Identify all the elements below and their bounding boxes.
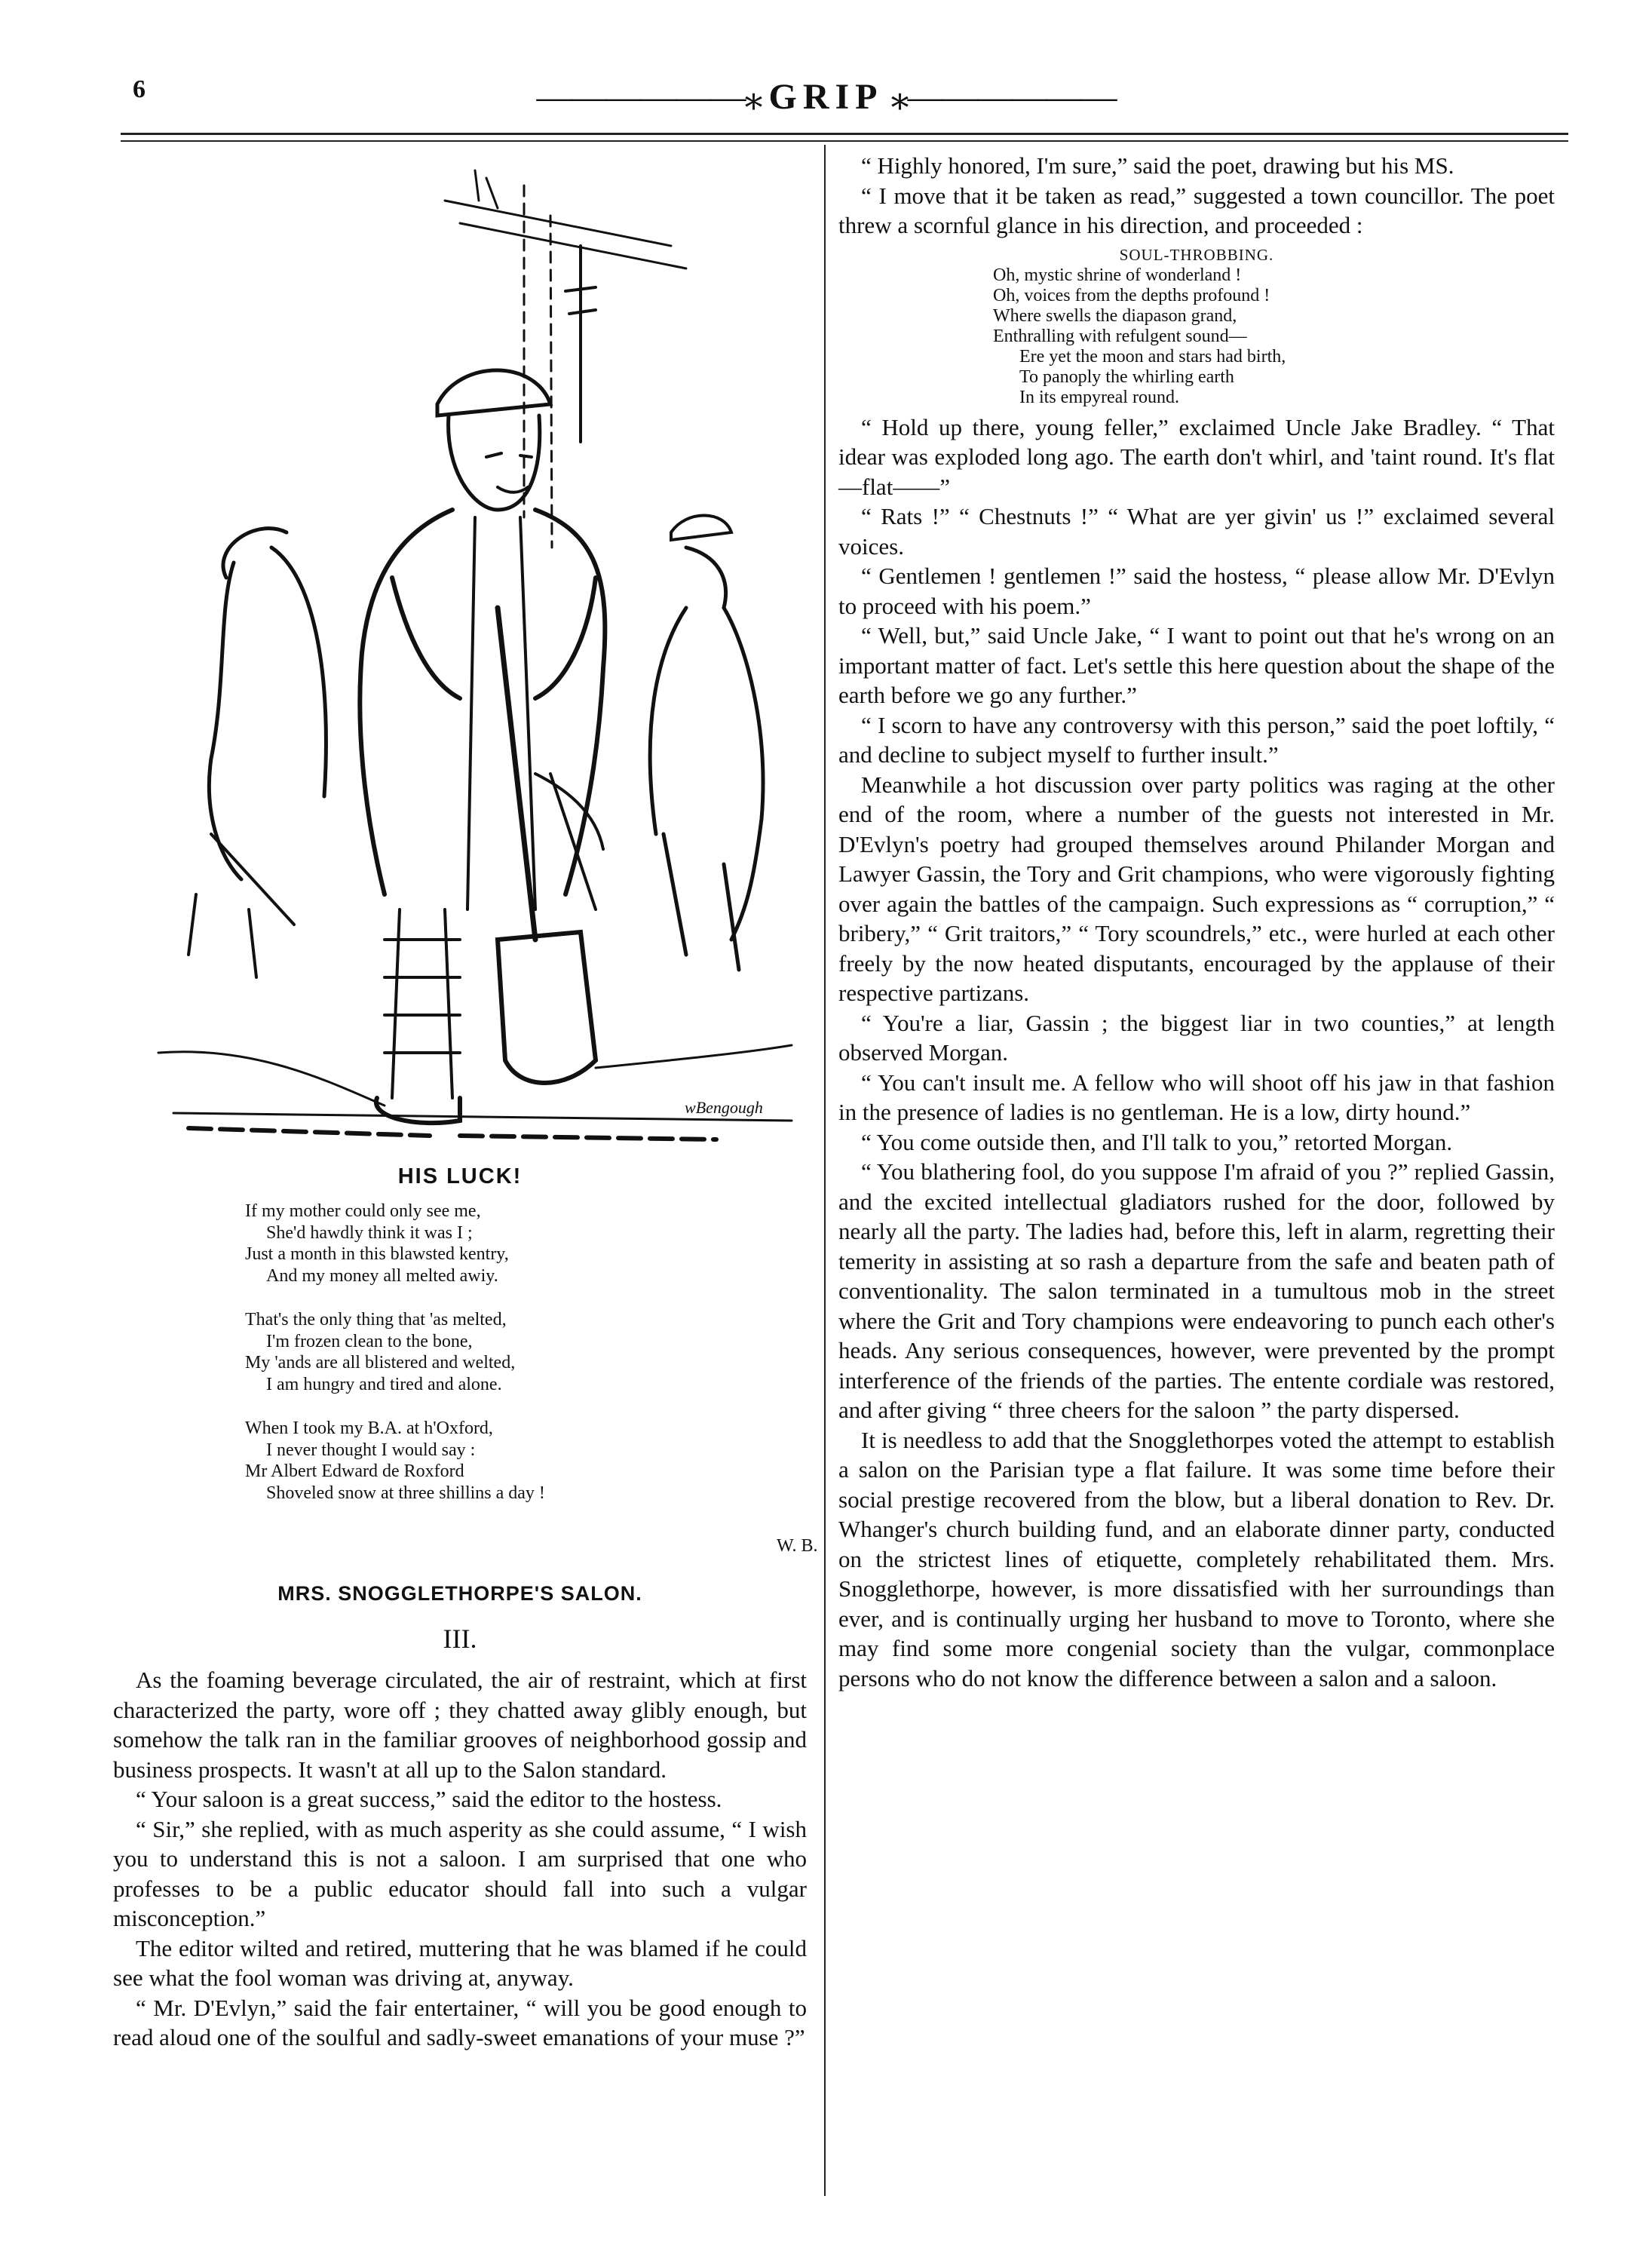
- paragraph: “ Gentlemen ! gentlemen !” said the hostess, “ please allow Mr. D'Evlyn to proceed with his poem.”: [838, 563, 1555, 619]
- paragraph: “ I scorn to have any controversy with this person,” said the poet loftily, “ and decline to subject myself to further insult.”: [838, 711, 1555, 768]
- inner-poem-title: SOUL-THROBBING.: [1119, 245, 1274, 264]
- paragraph: “ Your saloon is a great success,” said the editor to the hostess.: [136, 1786, 722, 1812]
- page-number: 6: [133, 75, 146, 103]
- poem-line: And my money all melted awiy.: [266, 1265, 498, 1286]
- article-left-body: [113, 1665, 807, 2053]
- paragraph: “ You're a liar, Gassin ; the biggest liar in two counties,” at length observed Morgan.: [838, 1009, 1555, 1066]
- inner-poem-line: Ere yet the moon and stars had birth,: [1019, 346, 1286, 366]
- inner-poem-line: Enthralling with refulgent sound—: [993, 326, 1247, 346]
- paragraph: “ I move that it be taken as read,” suggested a town councillor. The poet threw a scornful glance in his direction, and proceeded :: [838, 182, 1555, 238]
- paragraph: It is needless to add that the Snogglethorpes voted the attempt to establish a salon on the Parisian type a flat failure. It was some time before their social prestige recovered from the blow, but a liberal donation to Rev. Dr. Whanger's church building fund, and an elaborate dinner party, conducted on the strictest lines of etiquette, completely rehabilitated them. Mrs. Snogglethorpe, however, is more dissatisfied with her surroundings than ever, and is continually urging her husband to move to Toronto, where she may find some more congenial society than the vulgar, commonplace persons who do not know the difference between a salon and a saloon.: [838, 1426, 1555, 1691]
- paragraph: “ Highly honored, I'm sure,” said the poet, drawing but his MS.: [861, 152, 1454, 179]
- poem-line: I am hungry and tired and alone.: [266, 1374, 502, 1394]
- poem-line: If my mother could only see me,: [245, 1201, 481, 1221]
- poem-line: She'd hawdly think it was I ;: [266, 1222, 473, 1243]
- illustration-signature: wBengough: [685, 1098, 763, 1117]
- poem-his-luck: [245, 1201, 773, 1504]
- poem-line: That's the only thing that 'as melted,: [245, 1310, 507, 1330]
- paragraph: As the foaming beverage circulated, the air of restraint, which at first characterized the party, wore off ; they chatted away glibly enough, but somehow the talk ran in the familiar grooves of neighborhood gossip and business prospects. It wasn't at all up to the Salon standard.: [113, 1667, 807, 1783]
- paragraph: “ Well, but,” said Uncle Jake, “ I want to point out that he's wrong on an important matter of fact. Let's settle this here question about the shape of the earth before we go any further.”: [838, 622, 1555, 708]
- paragraph: “ Hold up there, young feller,” exclaimed Uncle Jake Bradley. “ That idear was exploded long ago. The earth don't whirl, and 'taint round. It's flat—flat——”: [838, 413, 1555, 500]
- paragraph: “ Sir,” she replied, with as much asperity as she could assume, “ I wish you to understand this is not a saloon. I am surprised that one who professes to be a public educator should fall into such a vulgar misconception.”: [113, 1815, 807, 1931]
- masthead: ——————⁎ GRIP ⁎——————: [536, 77, 1116, 117]
- paragraph: “ Rats !” “ Chestnuts !” “ What are yer givin' us !” exclaimed several voices.: [838, 503, 1555, 560]
- poem-title: HIS LUCK!: [397, 1164, 523, 1188]
- poem-signature: W. B.: [777, 1536, 818, 1556]
- inner-poem-line: Oh, voices from the depths profound !: [993, 285, 1270, 305]
- poem-line: Just a month in this blawsted kentry,: [245, 1244, 509, 1264]
- paragraph: Meanwhile a hot discussion over party politics was raging at the other end of the room, where a number of the guests not interested in Mr. D'Evlyn's poetry had grouped themselves around Philander Morgan and Lawyer Gassin, the Tory and Grit champions, who were vigorously fighting over again the battles of the campaign. Such expressions as “ corruption,” “ bribery,” “ Grit traitors,” “ Tory scoundrels,” etc., were hurled at each other freely by the now heated disputants, encouraged by the applause of their respective partizans.: [838, 771, 1555, 1006]
- paragraph: “ You can't insult me. A fellow who will shoot off his jaw in that fashion in the presence of ladies is no gentleman. He is a low, dirty hound.”: [838, 1069, 1555, 1125]
- column-divider: [824, 145, 826, 2196]
- poem-line: My 'ands are all blistered and welted,: [245, 1353, 516, 1372]
- poem-line: When I took my B.A. at h'Oxford,: [245, 1418, 493, 1438]
- inner-poem-line: Where swells the diapason grand,: [993, 305, 1237, 326]
- illustration-snow-shoveler: [143, 155, 799, 1151]
- article-part-number: III.: [443, 1624, 477, 1654]
- poem-line: I never thought I would say :: [266, 1440, 476, 1460]
- header-rule-double: [121, 140, 1568, 142]
- paragraph: “ You blathering fool, do you suppose I'm afraid of you ?” replied Gassin, and the excited intellectual gladiators rushed for the door, followed by nearly all the party. The ladies had, before this, left in alarm, regretting their temerity in assisting at so rash a departure from the safe and beaten path of conventionality. The salon terminated in a tumultous mob in the street where the Grit and Tory champions were endeavoring to punch each other's heads. Any serious consequences, however, were prevented by the prompt interference of the friends of the parties. The entente cordiale was restored, and after giving “ three cheers for the saloon ” the party dispersed.: [838, 1158, 1555, 1423]
- paragraph: “ You come outside then, and I'll talk to you,” retorted Morgan.: [861, 1128, 1453, 1155]
- inner-poem-line: To panoply the whirling earth: [1019, 366, 1234, 387]
- paragraph: “ Mr. D'Evlyn,” said the fair entertainer, “ will you be good enough to read aloud one of the soulful and sadly-sweet emanations of your muse ?”: [113, 1994, 807, 2050]
- right-column: [838, 151, 1555, 2202]
- poem-line: Shoveled snow at three shillins a day !: [266, 1483, 545, 1503]
- article-title: MRS. SNOGGLETHORPE'S SALON.: [277, 1582, 642, 1605]
- inner-poem-line: Oh, mystic shrine of wonderland !: [993, 265, 1242, 285]
- inner-poem-line: In its empyreal round.: [1019, 387, 1179, 407]
- header-rule: [121, 133, 1568, 135]
- poem-line: Mr Albert Edward de Roxford: [245, 1461, 464, 1481]
- masthead-title: GRIP: [768, 77, 884, 117]
- poem-line: I'm frozen clean to the bone,: [266, 1331, 473, 1351]
- paragraph: The editor wilted and retired, muttering that he was blamed if he could see what the fool woman was driving at, anyway.: [113, 1934, 807, 1991]
- left-column: [113, 145, 818, 2196]
- inner-poem-soul-throbbing: [838, 245, 1555, 408]
